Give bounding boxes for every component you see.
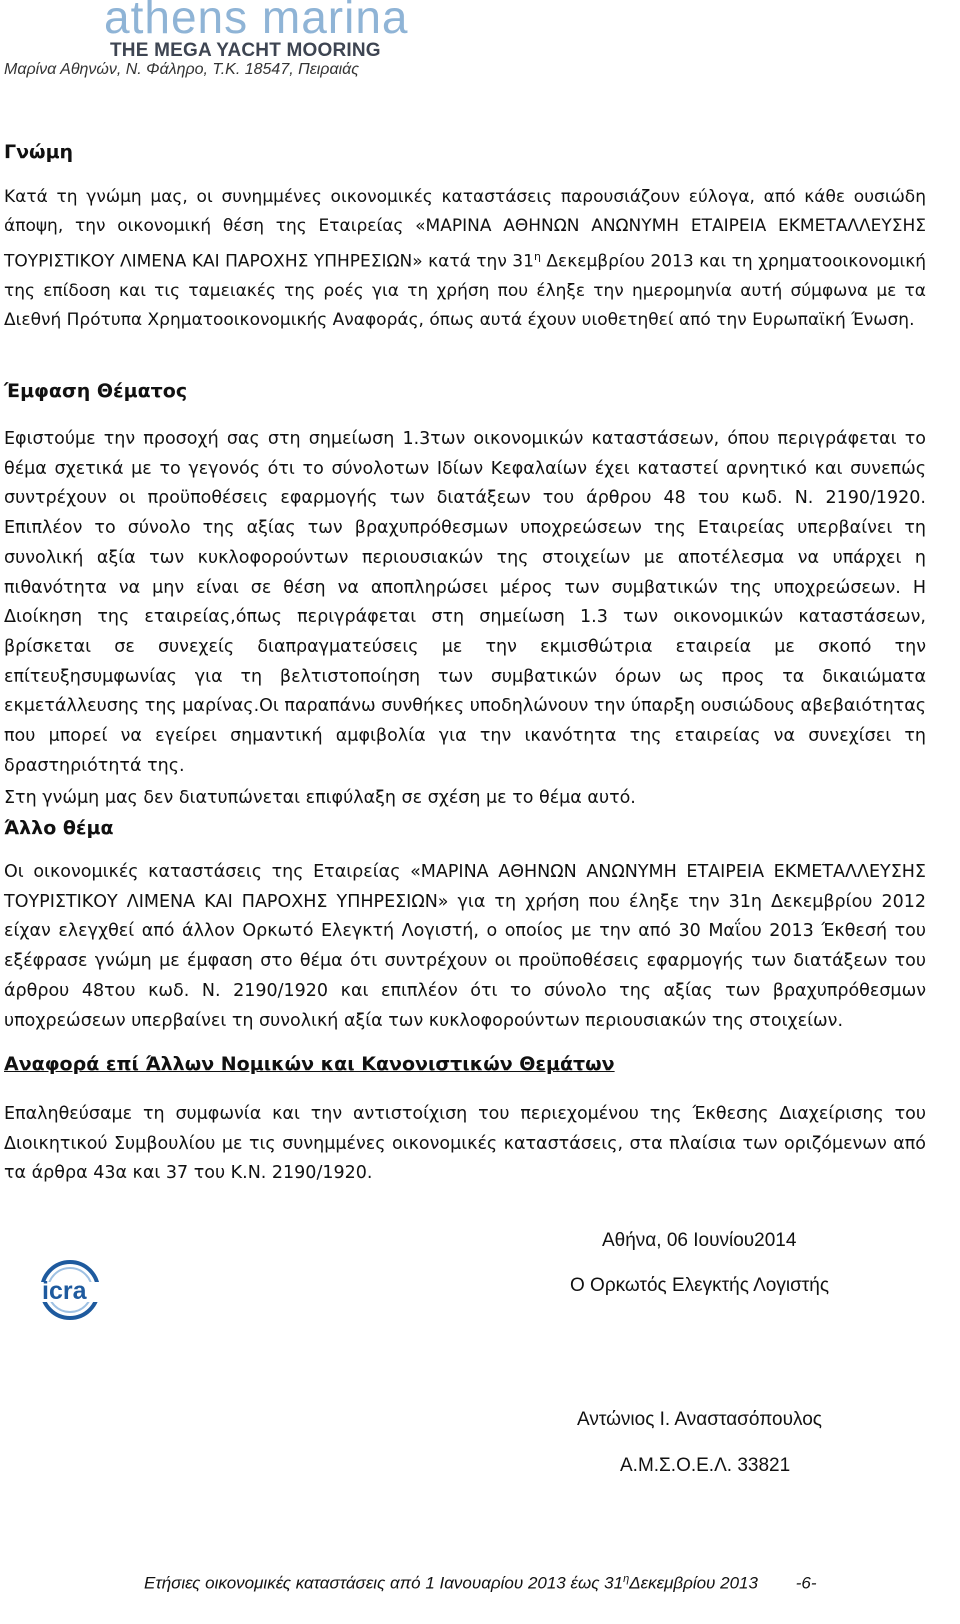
emphasis-conclusion: Στη γνώμη μας δεν διατυπώνεται επιφύλαξη σε σχέση με το θέμα αυτό.: [4, 788, 636, 808]
opinion-superscript: η: [533, 249, 541, 263]
place-date: Αθήνα, 06 Ιουνίου2014: [602, 1230, 797, 1251]
company-address: Μαρίνα Αθηνών, Ν. Φάληρο, Τ.Κ. 18547, Πειραιάς: [4, 61, 360, 78]
athens-marina-logo: [104, 0, 424, 62]
opinion-text-b: Δεκεμβρίου 2013 και τη χρηματοοικονομική της επίδοση και τις ταμειακές της ροές για τη χρήση που έληξε την ημερομηνία αυτή σύμφωνα με τα Διεθνή Πρότυπα Χρηματοοικονομικής Αναφοράς, όπως αυτά έχουν υιοθετηθεί από την Ευρωπαϊκή Ένωση.: [4, 251, 926, 330]
legal-paragraph: Επαληθεύσαμε τη συμφωνία και την αντιστοίχιση του περιεχομένου της Έκθεσης Διαχείρισης του Διοικητικού Συμβουλίου με τις συνημμένες οικονομικές καταστάσεις, στα πλαίσια των οριζόμενων από τα άρθρα 43α και 37 του Κ.Ν. 2190/1920.: [4, 1104, 926, 1184]
icra-logo-text: icra: [42, 1277, 87, 1305]
auditor-name: Αντώνιος Ι. Αναστασόπουλος: [577, 1409, 822, 1430]
other-matter-heading: Άλλο θέμα: [4, 817, 114, 839]
auditor-registration: Α.Μ.Σ.Ο.Ε.Λ. 33821: [620, 1455, 791, 1476]
legal-heading: Αναφορά επί Άλλων Νομικών και Κανονιστικών Θεμάτων: [4, 1053, 615, 1075]
auditor-role: Ο Ορκωτός Ελεγκτής Λογιστής: [570, 1275, 830, 1296]
other-matter-paragraph: Οι οικονομικές καταστάσεις της Εταιρείας «ΜΑΡΙΝΑ ΑΘΗΝΩΝ ΑΝΩΝΥΜΗ ΕΤΑΙΡΕΙΑ ΕΚΜΕΤΑΛΛΕΥΣΗΣ ΤΟΥΡΙΣΤΙΚΟΥ ΛΙΜΕΝΑ ΚΑΙ ΠΑΡΟΧΗΣ ΥΠΗΡΕΣΙΩΝ» για τη χρήση που έληξε την 31η Δεκεμβρίου 2012 είχαν ελεγχθεί από άλλον Ορκωτό Ελεγκτή Λογιστή, ο οποίος με την από 30 Μαΐου 2013 Έκθεσή του εξέφρασε γνώμη με έμφαση στο θέμα ότι συντρέχουν οι προϋποθέσεις εφαρμογής των διατάξεων του άρθρου 48του κωδ. Ν. 2190/1920 και επιπλέον ότι το σύνολο της αξίας των βραχυπρόθεσμων υποχρεώσεων υπερβαίνει τη συνολική αξία των κυκλοφορούντων περιουσιακών της στοιχείων.: [4, 862, 926, 1031]
footer-text-b: Δεκεμβρίου 2013: [629, 1573, 758, 1593]
opinion-heading: Γνώμη: [4, 141, 74, 163]
icra-logo: [30, 1254, 122, 1324]
footer-text-a: Ετήσιες οικονομικές καταστάσεις από 1 Ιανουαρίου 2013 έως 31: [144, 1573, 624, 1593]
logo-tagline: THE MEGA YACHT MOORING: [110, 40, 381, 61]
emphasis-heading: Έμφαση Θέματος: [4, 380, 188, 402]
opinion-paragraph: [4, 183, 926, 335]
opinion-text-a: Κατά τη γνώμη μας, οι συνημμένες οικονομικές καταστάσεις παρουσιάζουν εύλογα, από κάθε ουσιώδη άποψη, την οικονομική θέση της Εταιρείας «ΜΑΡΙΝΑ ΑΘΗΝΩΝ ΑΝΩΝΥΜΗ ΕΤΑΙΡΕΙΑ ΕΚΜΕΤΑΛΛΕΥΣΗΣ ΤΟΥΡΙΣΤΙΚΟΥ ΛΙΜΕΝΑ ΚΑΙ ΠΑΡΟΧΗΣ ΥΠΗΡΕΣΙΩΝ» κατά την 31: [4, 187, 926, 272]
logo-wordmark: athens marina: [104, 0, 409, 43]
emphasis-paragraph: Εφιστούμε την προσοχή σας στη σημείωση 1.3των οικονομικών καταστάσεων, όπου περιγράφεται το θέμα σχετικά με το γεγονός ότι το σύνολοτων Ιδίων Κεφαλαίων έχει καταστεί αρνητικό και συνεπώς συντρέχουν οι προϋποθέσεις εφαρμογής των διατάξεων του άρθρου 48 του κωδ. Ν. 2190/1920. Επιπλέον το σύνολο της αξίας των βραχυπρόθεσμων υποχρεώσεων της Εταιρείας υπερβαίνει τη συνολική αξία των κυκλοφορούντων περιουσιακών της στοιχείων με αποτέλεσμα να υπάρχει η πιθανότητα να μην είναι σε θέση να αποπληρώσει μέρος των συμβατικών της υποχρεώσεων. Η Διοίκηση της εταιρείας,όπως περιγράφεται στη σημείωση 1.3 των οικονομικών καταστάσεων, βρίσκεται σε συνεχείς διαπραγματεύσεις με την εκμισθώτρια εταιρεία με σκοπό την επίτευξησυμφωνίας για τη βελτιστοποίηση των συμβατικών όρων ως προς τα δικαιώματα εκμετάλλευσης της μαρίνας.Οι παραπάνω συνθήκες υποδηλώνουν την ύπαρξη ουσιώδους αβεβαιότητας που μπορεί να εγείρει σημαντική αμφιβολία για την ικανότητα της εταιρείας να συνεχίσει τη δραστηριότητά της.: [4, 429, 926, 776]
page-number: -6-: [795, 1573, 817, 1593]
icra-logo-graphic: [30, 1254, 122, 1324]
page-footer: [144, 1573, 817, 1594]
footer-superscript: η: [623, 1573, 630, 1585]
